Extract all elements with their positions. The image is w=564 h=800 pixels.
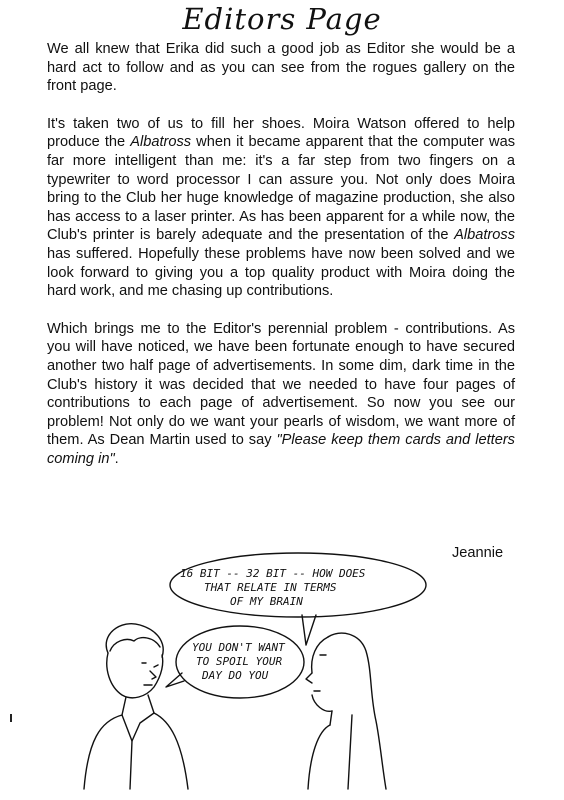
paragraph-2	[47, 115, 515, 301]
paragraph-3-end: .	[114, 450, 119, 467]
dean-martin-quote: "Please keep them cards and letters coming in"	[47, 432, 515, 467]
page-title: Editors Page	[182, 2, 382, 36]
bubble-left-line-1: YOU DON'T WANT	[192, 641, 285, 654]
albatross-title-1: Albatross	[130, 134, 192, 151]
stray-ink-mark	[10, 714, 12, 722]
bubble-right-line-3: OF MY BRAIN	[230, 595, 303, 608]
paragraph-2-part-b: when it became apparent that the computer was far more intelligent than me: it's a far step from two fingers on a typewriter to word processor I can assure you. Not only does Moira bring to the Club her huge knowledge of magazine production, she also has access to a laser printer. As has been apparent for a while now, the Club's printer is barely adequate and the presentation of the	[47, 134, 515, 244]
paragraph-1: We all knew that Erika did such a good job as Editor she would be a hard act to follow and as you can see from the rogues gallery on the front page.	[47, 41, 515, 95]
speech-bubble-left	[166, 626, 304, 698]
bubble-right-line-2: THAT RELATE IN TERMS	[204, 581, 337, 594]
paragraph-3	[47, 320, 515, 469]
paragraph-3-part-a: Which brings me to the Editor's perennial problem - contributions. As you will have noticed, we have been fortunate enough to have secured another two half page of advertisements. In some dim, dark time in the Club's history it was decided that we needed to have four pages of contributions to each page of advertisement. So now you see our problem! Not only do we want your pearls of wisdom, we want more of them. As Dean Martin used to say	[47, 320, 515, 449]
albatross-title-2: Albatross	[454, 227, 515, 244]
cartoon-illustration	[70, 545, 440, 795]
woman-figure	[306, 633, 386, 789]
signature: Jeannie	[452, 545, 504, 561]
bubble-left-line-2: TO SPOIL YOUR	[196, 655, 283, 668]
paragraph-2-part-c: has suffered. Hopefully these problems have now been solved and we look forward to giving you a top quality product with Moira doing the hard work, and me chasing up contributions.	[47, 245, 515, 300]
bubble-left-line-3: DAY DO YOU	[202, 669, 269, 682]
article-body	[47, 40, 515, 487]
man-figure	[84, 624, 188, 789]
bubble-right-line-1: 16 BIT -- 32 BIT -- HOW DOES	[180, 567, 366, 580]
paragraph-2-part-a: It's taken two of us to fill her shoes. Moira Watson offered to help produce the	[47, 115, 515, 151]
